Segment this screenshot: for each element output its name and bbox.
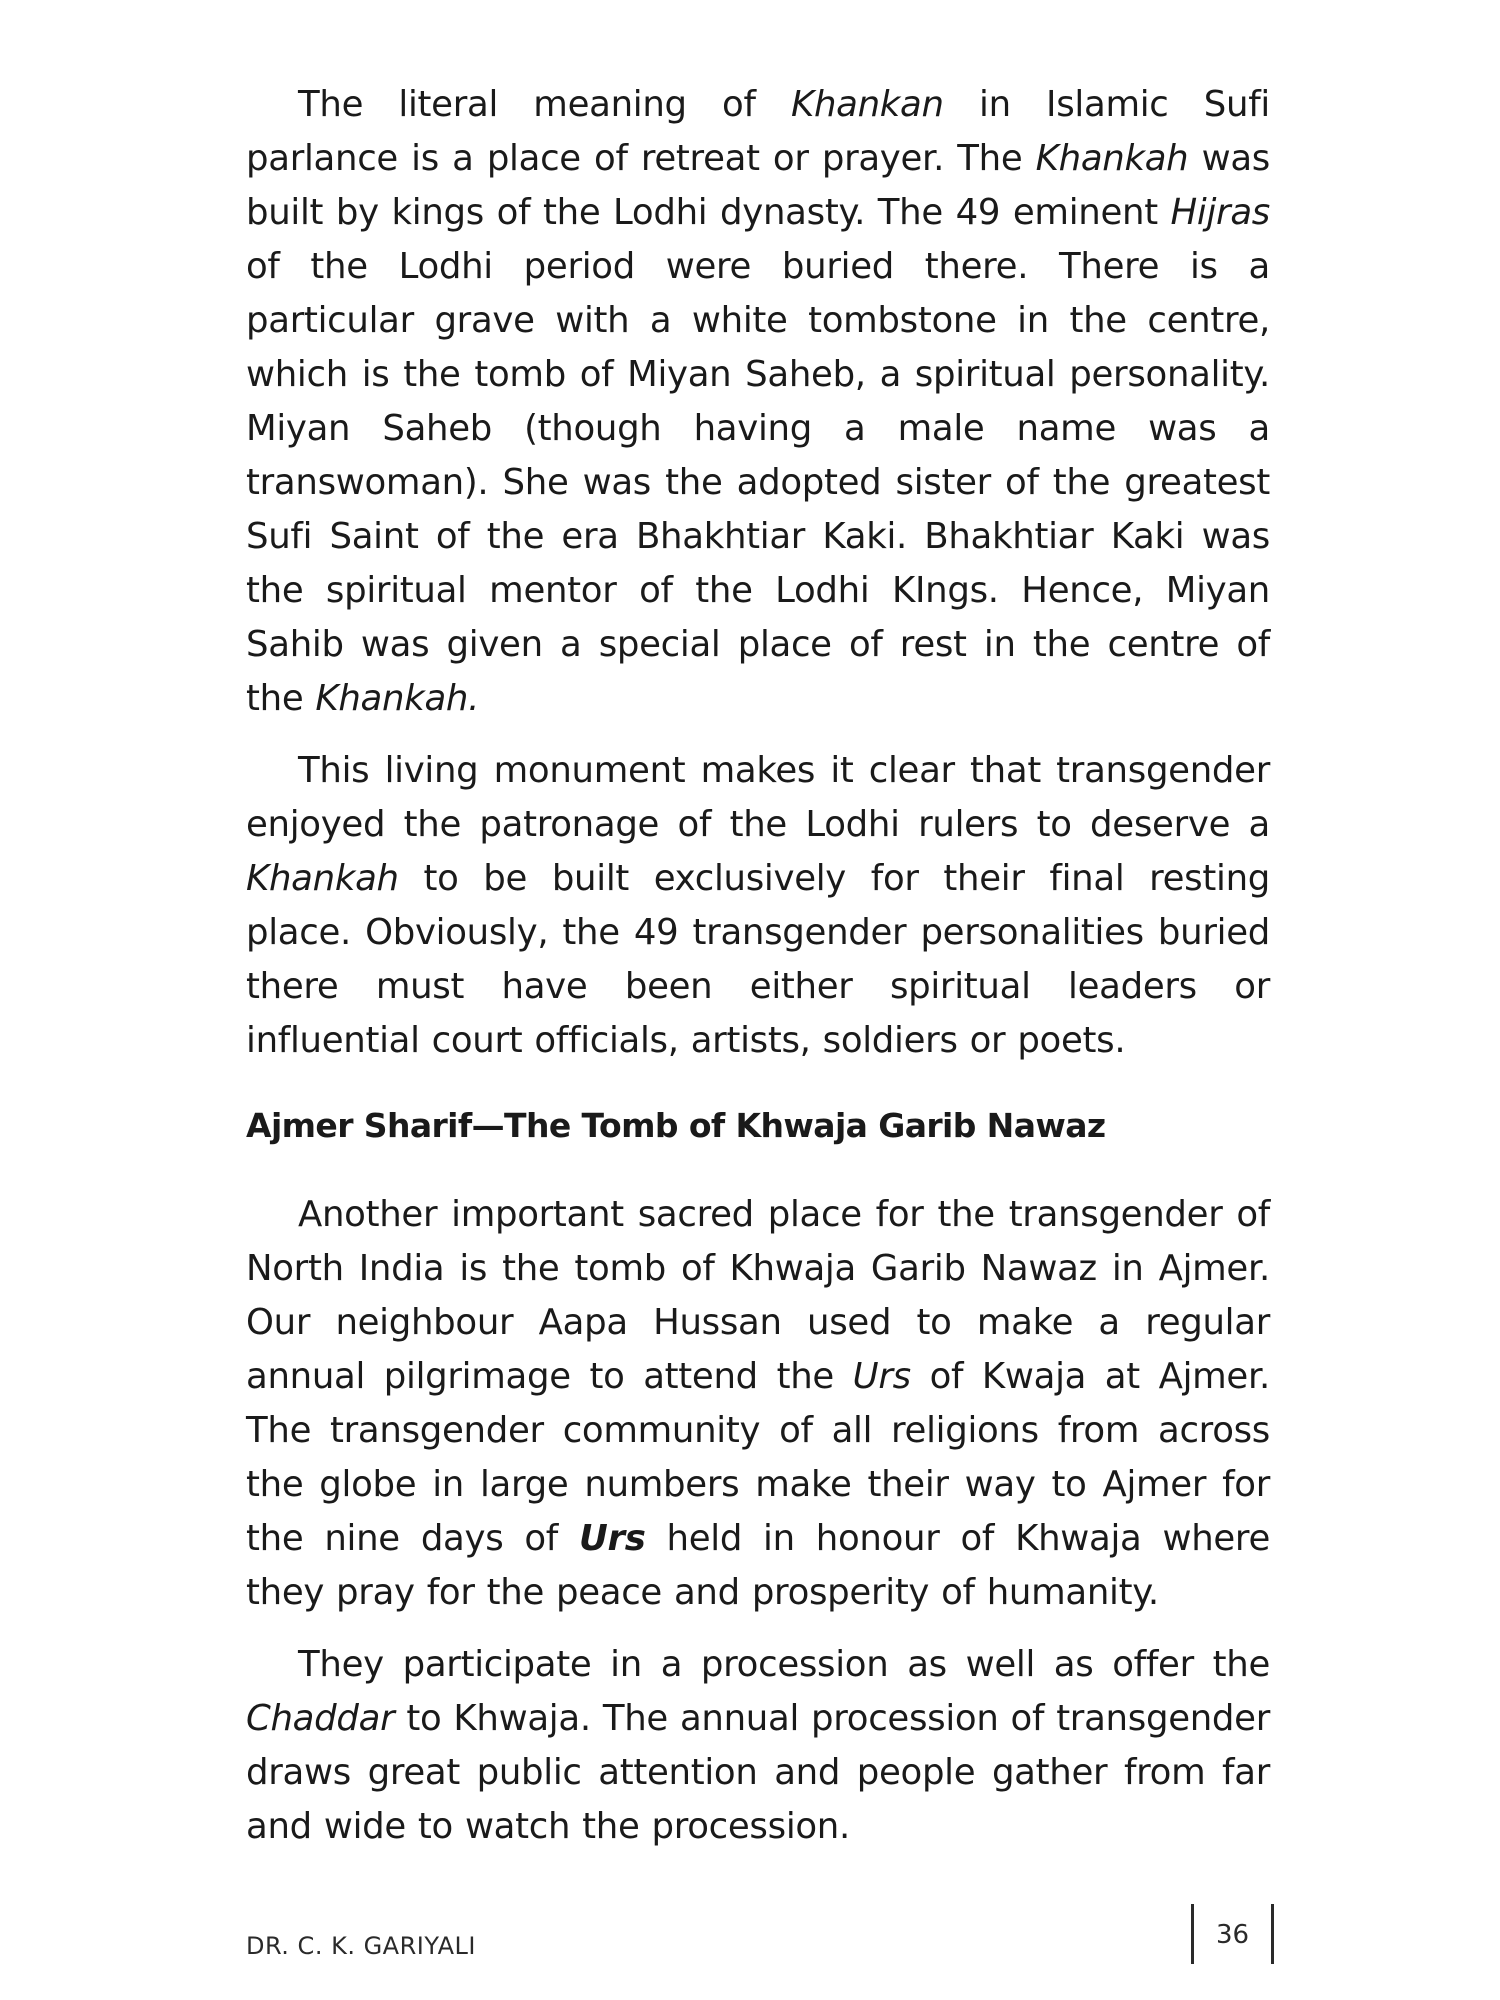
paragraph-4 (246, 1638, 1270, 1854)
page-number-right-rule (1271, 1904, 1274, 1964)
footer-author: DR. C. K. GARIYALI (246, 1932, 477, 1960)
text-run: Another important sacred place for the transgender of North India is the tomb of Khwaja Garib Nawaz in Ajmer. Our neighbour Aapa Hussan used to make a regular annual pilgrimage to attend the (246, 1194, 1270, 1397)
italic-term: Khankah (1035, 138, 1189, 179)
emphasis (579, 1518, 646, 1559)
page-body (246, 78, 1270, 1854)
text-run: held in honour of Khwaja where they pray for the peace and prosperity of humanity. (246, 1518, 1270, 1613)
text-run: The literal meaning of (298, 84, 791, 125)
italic-term: Hijras (1170, 192, 1270, 233)
italic-term: Khankah. (315, 678, 480, 719)
page-number: 36 (1215, 1920, 1250, 1950)
bold-italic-term: Urs (578, 1518, 646, 1559)
page-number-box (1191, 1904, 1274, 1964)
italic-term: Khankan (790, 84, 944, 125)
italic-term: Urs (852, 1356, 911, 1397)
paragraph-2 (246, 744, 1270, 1068)
text-run: to Khwaja. The annual procession of transgender draws great public attention and people gather from far and wide to watch the procession. (246, 1698, 1270, 1847)
text-run: was built by kings of the Lodhi dynasty. The 49 eminent (246, 138, 1270, 233)
paragraph-3 (246, 1188, 1270, 1620)
text-run: in Islamic Sufi parlance is a place of retreat or prayer. The (246, 84, 1270, 179)
text-run: to be built exclusively for their final resting place. Obviously, the 49 transgender personalities buried there must have been either spiritual leaders or influential court officials, artists, soldiers or poets. (246, 858, 1270, 1061)
section-heading: Ajmer Sharif—The Tomb of Khwaja Garib Nawaz (246, 1106, 1106, 1145)
text-run: They participate in a procession as well as offer the (298, 1644, 1270, 1685)
text-run: This living monument makes it clear that transgender enjoyed the patronage of the Lodhi rulers to deserve a (246, 750, 1270, 845)
text-run: of Kwaja at Ajmer. The transgender community of all religions from across the globe in large numbers make their way to Ajmer for the nine days of (246, 1356, 1270, 1559)
paragraph-1 (246, 78, 1270, 726)
italic-term: Chaddar (246, 1698, 395, 1739)
text-run: of the Lodhi period were buried there. There is a particular grave with a white tombstone in the centre, which is the tomb of Miyan Saheb, a spiritual personality. Miyan Saheb (though having a male name was a transwoman). She was the adopted sister of the greatest Sufi Saint of the era Bhakhtiar Kaki. Bhakhtiar Kaki was the spiritual mentor of the Lodhi KIngs. Hence, Miyan Sahib was given a special place of rest in the centre of the (246, 246, 1270, 719)
italic-term: Khankah (246, 858, 399, 899)
